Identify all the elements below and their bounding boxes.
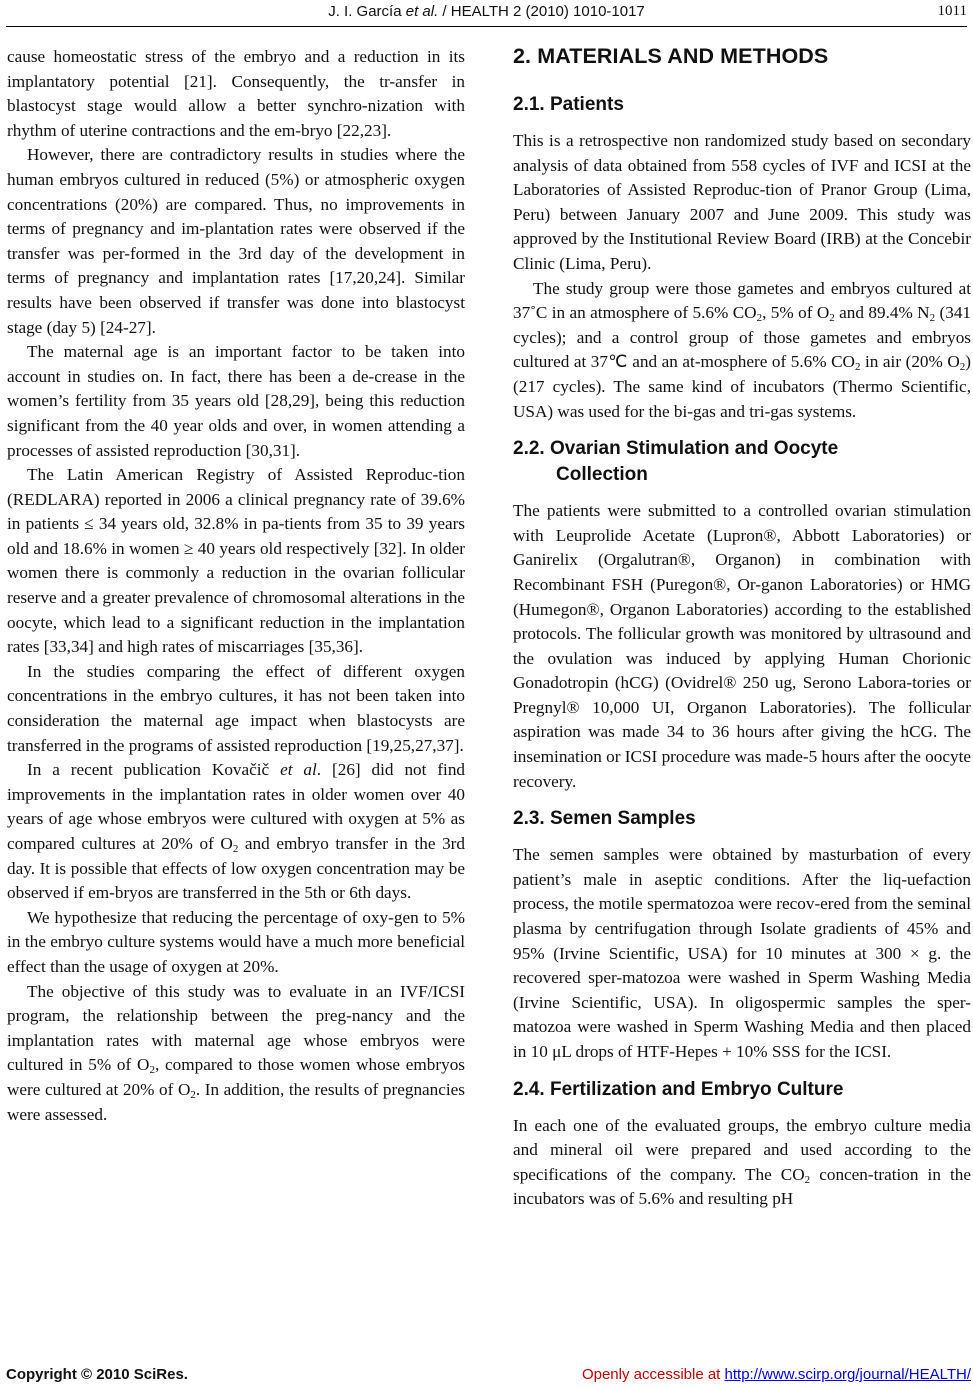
copyright-notice: Copyright © 2010 SciRes. (6, 1366, 188, 1383)
page-number: 1011 (937, 3, 967, 19)
paragraph: In each one of the evaluated groups, the embryo culture media and mineral oil were prepared and used according to the specifications of the company. The $CO_2$ concen-tration in the incubators was of 5.6% and resulting pH (513, 1115, 972, 1209)
subsection-heading: 2.4. Fertilization and Embryo Culture (513, 1078, 844, 1100)
header-journal: / HEALTH 2 (2010) 1010-1017 (438, 3, 645, 20)
running-header (0, 2, 973, 24)
section-heading: 2. MATERIALS AND METHODS (513, 44, 829, 68)
subsection-heading: 2.3. Semen Samples (513, 808, 696, 830)
open-access-notice: Openly accessible at http://www.scirp.org/journal/HEALTH/ (581, 1366, 971, 1383)
paragraph: However, there are contradictory results in studies where the human embryos cultured in reduced (5%) or atmospheric oxygen concentrations (20%) are compared. Thus, no improvements in terms of pregnancy and im-plantation rates were observed if the transfer was per-formed in the 3rd day of the development in terms of pregnancy and implantation rates [17,20,24]. Similar results have been observed if transfer was done into blastocyst stage (day 5) [24-27]. (7, 145, 465, 337)
header-authors: J. I. García (328, 3, 406, 20)
running-title (0, 3, 973, 20)
paragraph: cause homeostatic stress of the embryo and a reduction in its implantatory potential [21]. Consequently, the tr-ansfer in blastocyst stage would allow a better synchro-nization with rhythm of uterine contractions and the em-bryo [22,23]. (7, 47, 465, 140)
paragraph: The Latin American Registry of Assisted Reproduc-tion (REDLARA) reported in 2006 a clinical pregnancy rate of 39.6% in patients ≤ 34 years old, 32.8% in pa-tients from 35 to 39 years old and 18.6% in women ≥ 40 years old respectively [32]. In older women there is commonly a reduction in the ovarian follicular reserve and a greater prevalence of chromosomal alterations in the oocyte, which lead to a significant reduction in the implantation rates [33,34] and high rates of miscarriages [35,36]. (7, 465, 465, 657)
paragraph: The semen samples were obtained by masturbation of every patient’s male in aseptic conditions. After the liq-uefaction process, the motile spermatozoa were recov-ered from the seminal plasma by centrifugation through Isolate gradients of 45% and 95% (Irvine Scientific, USA) for 10 minutes at 300 × g. the recovered sper-matozoa were washed in Sperm Washing Media (Irvine Scientific, USA). In oligospermic samples the sper-matozoa were washed in Sperm Washing Media and then placed in 10 μL drops of HTF-Hepes + 10% SSS for the ICSI. (513, 845, 971, 1061)
subsection-heading: 2.1. Patients (513, 94, 624, 115)
page-footer (0, 1366, 973, 1388)
right-column (513, 42, 971, 1212)
header-etal: et al. (405, 3, 439, 20)
paragraph: The study group were those gametes and embryos cultured at 37˚C in an atmosphere of 5.6% $CO_2$, 5% of $O_2$ and 89.4% $N_2$ (341 cycles); and a control group of those gametes and embryos cultured at 37℃ and an at-mosphere of 5.6% $CO_2$ in air (20% $O_2$) (217 cycles). The same kind of incubators (Thermo Scientific, USA) was used for the bi-gas and tri-gas systems. (513, 278, 972, 421)
paragraph: The objective of this study was to evaluate in an IVF/ICSI program, the relationship between the preg-nancy and the implantation rates with maternal age whose embryos were cultured in 5% of $O_2$, compared to those women whose embryos were cultured at 20% of $O_2$. In addition, the results of pregnancies were assessed. (7, 981, 465, 1124)
left-column (7, 45, 465, 1127)
subsection-heading: 2.2. Ovarian Stimulation and Oocyte Collection (513, 438, 839, 486)
journal-link[interactable]: http://www.scirp.org/journal/HEALTH/ (724, 1366, 971, 1383)
paragraph: The patients were submitted to a controlled ovarian stimulation with Leuprolide Acetate (Lupron®, Abbott Laboratories) or Ganirelix (Orgalutran®, Organon) in combination with Recombinant FSH (Puregon®, Or-ganon Laboratories) or HMG (Humegon®, Organon Laboratories) according to the established protocols. The follicular growth was monitored by ultrasound and the ovulation was induced by applying Human Chorionic Gonadotropin (hCG) (Ovidrel® 250 ug, Serono Labora-tories or Pregnyl® 10,000 UI, Organon Laboratories). The follicular aspiration was made 34 to 36 hours after giving the hCG. The insemination or ICSI procedure was made-5 hours after the oocyte recovery. (513, 501, 971, 791)
header-rule (6, 26, 967, 27)
paragraph: In the studies comparing the effect of different oxygen concentrations in the embryo cultures, it has not been taken into consideration the maternal age impact when blastocysts are transferred in the programs of assisted reproduction [19,25,27,37]. (7, 661, 465, 755)
paragraph: This is a retrospective non randomized study based on secondary analysis of data obtained from 558 cycles of IVF and ICSI at the Laboratories of Assisted Reproduc-tion of Pranor Group (Lima, Peru) between January 2007 and June 2009. This study was approved by the Institutional Review Board (IRB) at the Concebir Clinic (Lima, Peru). (513, 131, 971, 273)
paragraph: We hypothesize that reducing the percentage of oxy-gen to 5% in the embryo culture systems would have a much more beneficial effect than the usage of oxygen at 20%. (7, 907, 465, 976)
paragraph: In a recent publication Kovačič et al. [26] did not find improvements in the implantation rates in older women over 40 years of age whose embryos were cultured with oxygen at 5% as compared cultures at 20% of $O_2$ and embryo transfer in the 3rd day. It is possible that effects of low oxygen concentration may be observed if em-bryos are transferred in the 5th or 6th days. (7, 760, 466, 903)
paragraph: The maternal age is an important factor to be taken into account in studies on. In fact, there has been a de-crease in the women’s fertility from 35 years old [28,29], being this reduction significant from the 40 year olds and over, in women attending a processes of assisted reproduction [30,31]. (7, 342, 465, 460)
